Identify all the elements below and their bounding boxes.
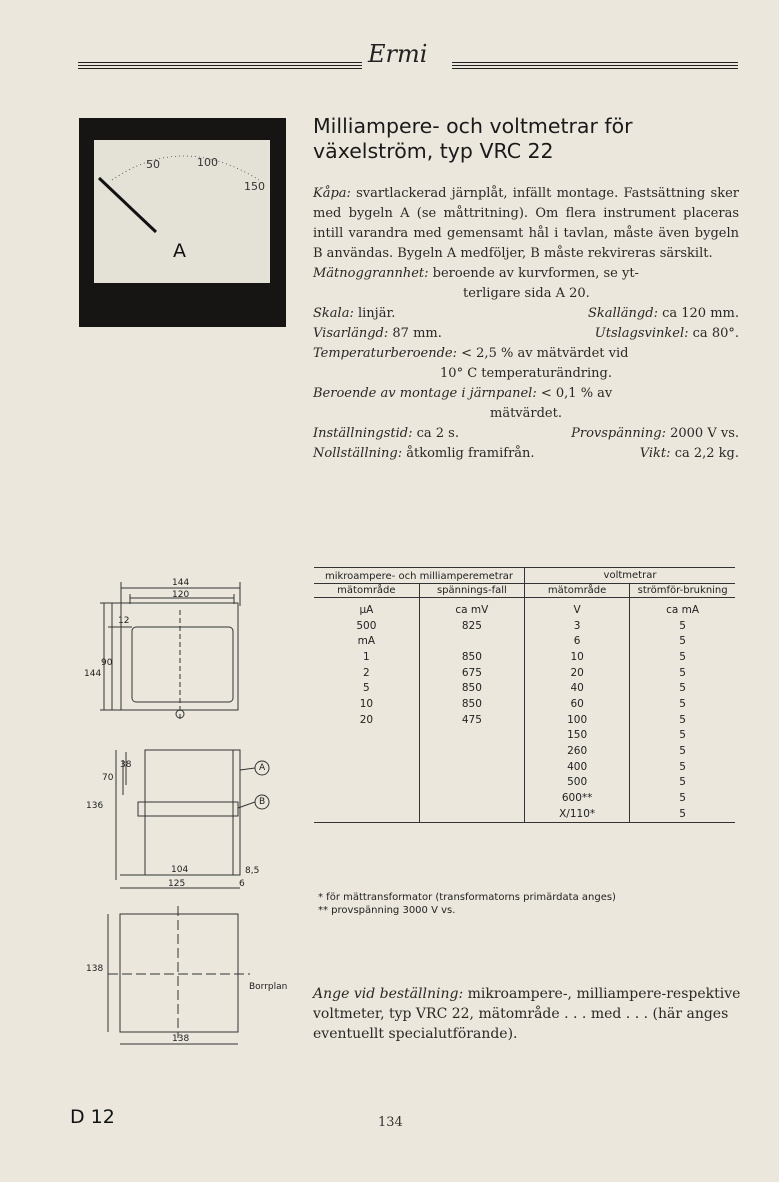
dim-144-vertical: 144 [84, 669, 102, 679]
montage-text1: < 0,1 % av [540, 386, 613, 401]
dim-138-horizontal: 138 [172, 1034, 190, 1044]
skallangd-label: Skallängd: [587, 306, 658, 321]
scale-150: 150 [244, 180, 265, 193]
table-cell: 5 [363, 682, 370, 695]
spec-block [313, 184, 739, 464]
table-cell: V [525, 598, 630, 618]
table-cell: 5 [630, 728, 735, 744]
dim-38: 38 [120, 760, 132, 770]
borrplan-label: Borrplan [249, 982, 288, 992]
table-cell [314, 775, 419, 791]
table-cell: 20 [525, 665, 630, 681]
table-cell [419, 633, 524, 649]
dim-104: 104 [171, 865, 189, 875]
range-table [314, 567, 735, 823]
table-cell: 500 [525, 775, 630, 791]
table-row [314, 790, 735, 806]
table-row [314, 618, 735, 634]
brand-logo: Ermi [368, 40, 428, 68]
col-header-consumption: strömför-brukning [630, 584, 735, 598]
callout-a: A [259, 763, 266, 773]
table-cell [419, 790, 524, 806]
table-cell [419, 743, 524, 759]
col-header-range-2: mätområde [525, 584, 630, 598]
table-row [314, 649, 735, 665]
dim-136: 136 [86, 801, 104, 811]
scale-100: 100 [197, 156, 218, 169]
table-row [314, 680, 735, 696]
dim-138-vertical: 138 [86, 964, 104, 974]
nollstallning-label: Nollställning: [313, 446, 403, 461]
utslagsvinkel-value: ca 80°. [692, 326, 739, 341]
table-cell [419, 759, 524, 775]
table-cell: 5 [630, 775, 735, 791]
header-rule-left [78, 62, 362, 71]
table-cell: 5 [630, 618, 735, 634]
nollstallning-value: åtkomlig framifrån. [406, 446, 535, 461]
table-cell: 600** [525, 790, 630, 806]
montage-text2: mätvärdet. [490, 406, 562, 421]
utslagsvinkel-label: Utslagsvinkel: [594, 326, 689, 341]
table-cell [419, 806, 524, 822]
table-cell: 10 [359, 697, 374, 710]
table-cell: 1 [363, 650, 370, 663]
table-cell: 40 [525, 680, 630, 696]
footnote-2: ** provspänning 3000 V vs. [318, 905, 456, 916]
table-cell: 850 [419, 649, 524, 665]
page-number: 134 [378, 1115, 403, 1130]
table-cell: 675 [419, 665, 524, 681]
footnotes [318, 891, 616, 917]
table-cell [419, 728, 524, 744]
table-cell [314, 790, 419, 806]
col-header-voltage-drop: spännings-fall [419, 584, 524, 598]
table-cell: mA [357, 635, 376, 648]
table-cell: 5 [630, 633, 735, 649]
table-cell: 5 [630, 759, 735, 775]
meter-photo [79, 118, 286, 327]
order-text: mikroampere-, milliampere-respektive voltmeter, typ VRC 22, mätområde . . . med . . . (här anges eventuellt specialutförande). [313, 986, 741, 1042]
temp-text1: < 2,5 % av mätvärdet vid [461, 346, 629, 361]
page-title: Milliampere- och voltmetrar för växelström, typ VRC 22 [313, 114, 633, 163]
noggrannhet-text2: terligare sida A 20. [463, 286, 590, 301]
dim-120: 120 [172, 590, 190, 600]
table-row [314, 775, 735, 791]
table-row [314, 633, 735, 649]
table-cell: ca mA [630, 598, 735, 618]
table-cell: 5 [630, 790, 735, 806]
table-cell: 5 [630, 696, 735, 712]
table-row [314, 743, 735, 759]
installning-value: ca 2 s. [416, 426, 459, 441]
table-cell: 475 [419, 712, 524, 728]
table-cell: 260 [525, 743, 630, 759]
table-cell: 10 [525, 649, 630, 665]
table-cell: 5 [630, 712, 735, 728]
table-cell: 5 [630, 665, 735, 681]
table-row [314, 598, 735, 618]
table-cell [314, 728, 419, 744]
header-rule-right [452, 62, 738, 71]
footnote-1: * för mättransformator (transformatorns primärdata anges) [318, 892, 616, 903]
table-cell [314, 759, 419, 775]
dim-70: 70 [102, 773, 114, 783]
table-row [314, 759, 735, 775]
table-row [314, 712, 735, 728]
table-cell: 5 [630, 680, 735, 696]
table-cell: 5 [630, 806, 735, 822]
group-header-ammeters: mikroampere- och milliamperemetrar [314, 568, 525, 584]
temp-text2: 10° C temperaturändring. [440, 366, 612, 381]
table-cell: 850 [419, 696, 524, 712]
table-cell: 5 [630, 743, 735, 759]
dim-6: 6 [239, 879, 245, 889]
skala-value: linjär. [357, 306, 396, 321]
table-cell: 100 [525, 712, 630, 728]
table-cell [419, 775, 524, 791]
visarlangd-value: 87 mm. [392, 326, 442, 341]
meter-dial [94, 140, 270, 283]
dim-144: 144 [172, 578, 190, 588]
kapa-label: Kåpa: [313, 186, 351, 201]
table-row [314, 806, 735, 822]
table-cell: 3 [525, 618, 630, 634]
noggrannhet-label: Mätnoggrannhet: [313, 266, 429, 281]
table-cell: 500 [356, 619, 377, 632]
table-cell [314, 806, 419, 822]
dimension-drawing [60, 570, 290, 1090]
callout-b: B [259, 797, 266, 807]
table-cell: 6 [525, 633, 630, 649]
noggrannhet-text1: beroende av kurvformen, se yt- [432, 266, 639, 281]
provspanning-value: 2000 V vs. [670, 426, 739, 441]
table-row [314, 665, 735, 681]
skala-label: Skala: [313, 306, 354, 321]
dim-12: 12 [118, 616, 130, 626]
table-cell: 850 [419, 680, 524, 696]
visarlangd-label: Visarlängd: [313, 326, 389, 341]
table-cell: 2 [363, 666, 370, 679]
table-cell: 150 [525, 728, 630, 744]
table-row [314, 728, 735, 744]
group-header-voltmeters: voltmetrar [525, 568, 736, 584]
col-header-range-1: mätområde [314, 584, 419, 598]
temp-label: Temperaturberoende: [313, 346, 457, 361]
table-cell: 60 [525, 696, 630, 712]
page-code: D 12 [70, 1106, 115, 1128]
vikt-label: Vikt: [639, 446, 671, 461]
dim-8-5: 8,5 [245, 866, 260, 876]
installning-label: Inställningstid: [313, 426, 413, 441]
order-label: Ange vid beställning: [313, 986, 464, 1002]
kapa-text: svartlackerad järnplåt, infällt montage. Fastsättning sker med bygeln A (se måttritning). Om flera instrument placeras intill varandra med gemensamt hål i tavlan, måste även bygeln B användas. Bygeln A medföljer, B måste rekvireras särskilt. [313, 186, 740, 261]
table-cell: 5 [630, 649, 735, 665]
table-cell: µA [359, 603, 374, 616]
montage-label: Beroende av montage i järnpanel: [313, 386, 537, 401]
dim-125: 125 [168, 879, 186, 889]
skallangd-value: ca 120 mm. [662, 306, 739, 321]
order-info [313, 984, 753, 1044]
provspanning-label: Provspänning: [571, 426, 666, 441]
table-cell: 825 [419, 618, 524, 634]
scale-50: 50 [146, 158, 160, 171]
dim-90: 90 [101, 658, 113, 668]
vikt-value: ca 2,2 kg. [674, 446, 739, 461]
table-row [314, 696, 735, 712]
table-cell: X/110* [525, 806, 630, 822]
table-cell: ca mV [419, 598, 524, 618]
table-cell: 20 [359, 713, 374, 726]
table-cell: 400 [525, 759, 630, 775]
table-cell [314, 743, 419, 759]
scale-unit: A [173, 240, 186, 262]
